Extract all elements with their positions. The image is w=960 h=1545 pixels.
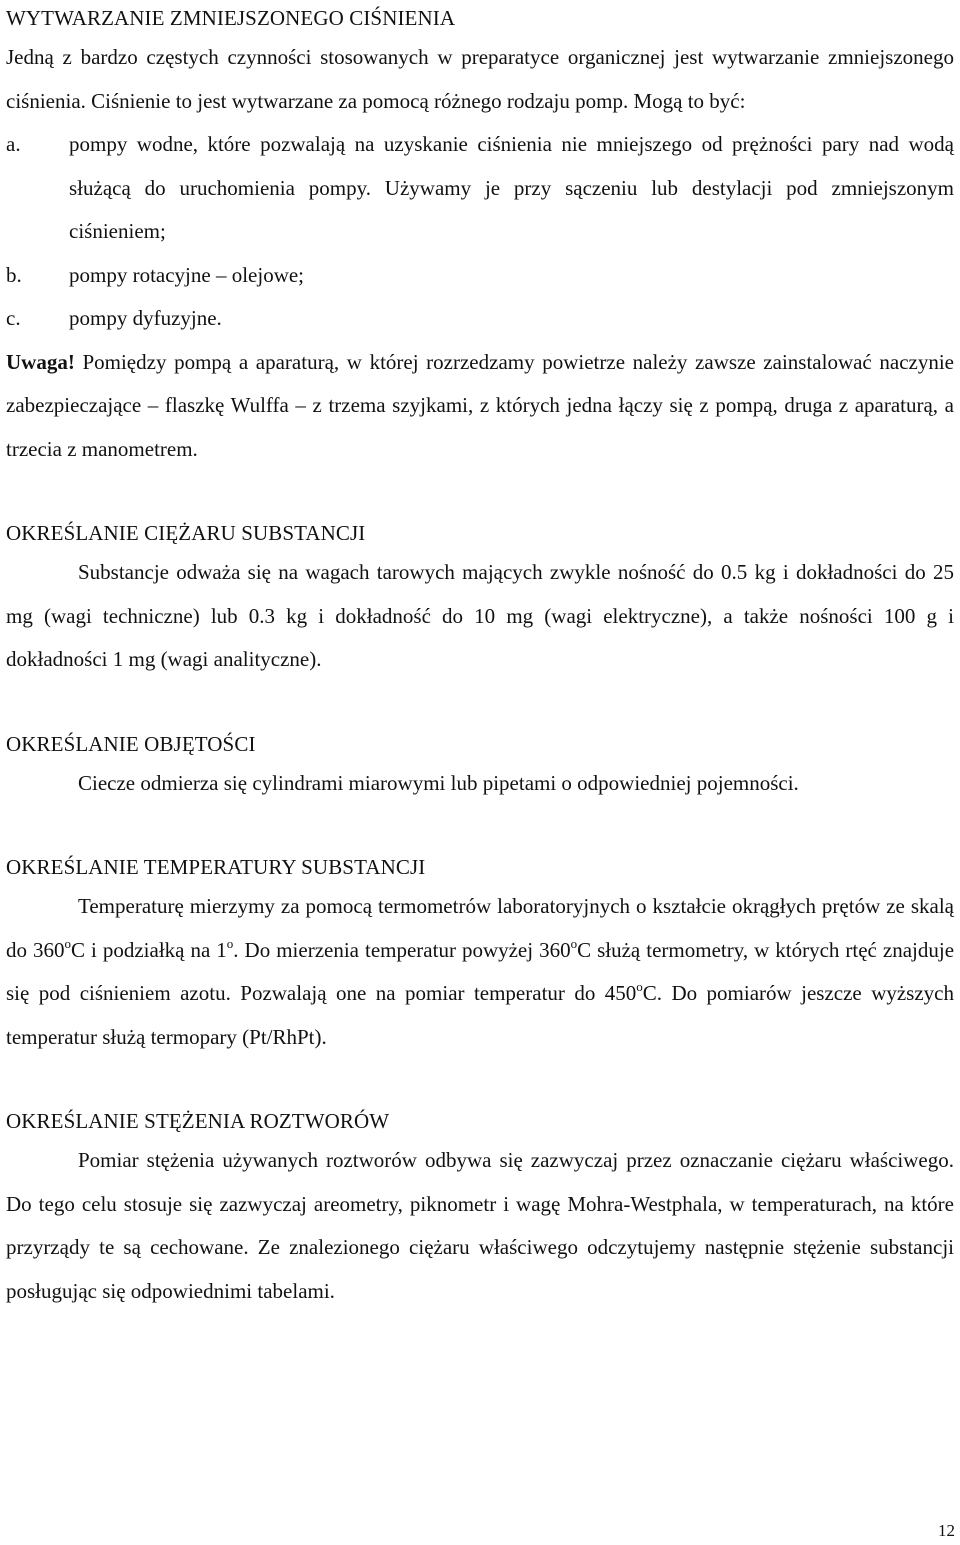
paragraph-note xyxy=(6,341,954,472)
list-item xyxy=(6,297,954,341)
section-title: OKREŚLANIE TEMPERATURY SUBSTANCJI xyxy=(6,855,426,879)
spacer xyxy=(6,682,954,726)
section-title: OKREŚLANIE OBJĘTOŚCI xyxy=(6,731,256,756)
text-fragment: C. Do pomiarów jeszcze wyższych temperatur służą termopary (Pt/RhPt). xyxy=(6,981,954,1049)
text-fragment: C i podziałką na 1 xyxy=(71,937,227,962)
degree-superscript: o xyxy=(636,979,643,994)
section-title: OKREŚLANIE STĘŻENIA ROZTWORÓW xyxy=(6,1109,390,1133)
list-item xyxy=(6,254,954,298)
list-item xyxy=(6,123,954,254)
page-number: 12 xyxy=(938,1521,955,1540)
text-fragment: C służą termometry, w których rtęć znajduje się pod ciśnieniem azotu. Pozwalają one na pomiar temperatur do 450 xyxy=(6,937,955,1005)
degree-superscript: o xyxy=(570,935,578,951)
pump-list xyxy=(6,123,954,341)
list-marker: c. xyxy=(6,306,21,330)
paragraph xyxy=(6,885,954,1059)
section-title: OKREŚLANIE CIĘŻARU SUBSTANCJI xyxy=(6,521,366,545)
spacer xyxy=(6,471,954,515)
list-marker: a. xyxy=(6,132,21,156)
degree-superscript: o xyxy=(226,935,234,951)
text-fragment: Temperaturę mierzymy za pomocą termometrów laboratoryjnych o kształcie okrągłych prętów ze skalą do 360 xyxy=(6,894,954,962)
spacer xyxy=(6,1059,954,1103)
paragraph: Pomiar stężenia używanych roztworów odbywa się zazwyczaj przez oznaczanie ciężaru właściwego. Do tego celu stosuje się zazwyczaj areometry, piknometr i wagę Mohra-Westphala, w temperaturach, na które przyrządy te są cechowane. Ze znalezionego ciężaru właściwego odczytujemy następnie stężenie substancji posługując się odpowiednimi tabelami. xyxy=(6,1148,954,1303)
document-page xyxy=(6,0,954,1313)
paragraph: Substancje odważa się na wagach tarowych mających zwykle nośność do 0.5 kg i dokładności do 25 mg (wagi techniczne) lub 0.3 kg i dokładność do 10 mg (wagi elektryczne), a także nośności 100 g i dokładności 1 mg (wagi analityczne). xyxy=(6,560,954,671)
note-text: Pomiędzy pompą a aparaturą, w której rozrzedzamy powietrze należy zawsze zainstalować naczynie zabezpieczające – flaszkę Wulffa – z trzema szyjkami, z których jedna łączy się z pompą, druga z aparaturą, a trzecia z manometrem. xyxy=(6,349,954,461)
section-concentration xyxy=(6,1103,954,1313)
paragraph: Ciecze odmierza się cylindrami miarowymi lub pipetami o odpowiedniej pojemności. xyxy=(78,770,799,795)
list-item-text: pompy rotacyjne – olejowe; xyxy=(69,262,305,287)
section-title: WYTWARZANIE ZMNIEJSZONEGO CIŚNIENIA xyxy=(6,6,456,30)
list-marker: b. xyxy=(6,262,22,287)
list-item-text: pompy wodne, które pozwalają na uzyskanie ciśnienia nie mniejszego od prężności pary nad wodą służącą do uruchomienia pompy. Używamy je przy sączeniu lub destylacji pod zmniejszonym ciśnieniem; xyxy=(69,132,954,243)
section-vacuum xyxy=(6,0,954,471)
list-item-text: pompy dyfuzyjne. xyxy=(69,306,222,330)
section-weight xyxy=(6,515,954,682)
degree-superscript: o xyxy=(64,935,71,951)
section-temperature xyxy=(6,849,954,1059)
paragraph-intro: Jedną z bardzo częstych czynności stosowanych w preparatyce organicznej jest wytwarzanie zmniejszonego ciśnienia. Ciśnienie to jest wytwarzane za pomocą różnego rodzaju pomp. Mogą to być: xyxy=(6,45,954,113)
note-label: Uwaga! xyxy=(6,349,75,374)
section-volume xyxy=(6,726,954,806)
text-fragment: . Do mierzenia temperatur powyżej 360 xyxy=(233,937,571,962)
spacer xyxy=(6,805,954,849)
